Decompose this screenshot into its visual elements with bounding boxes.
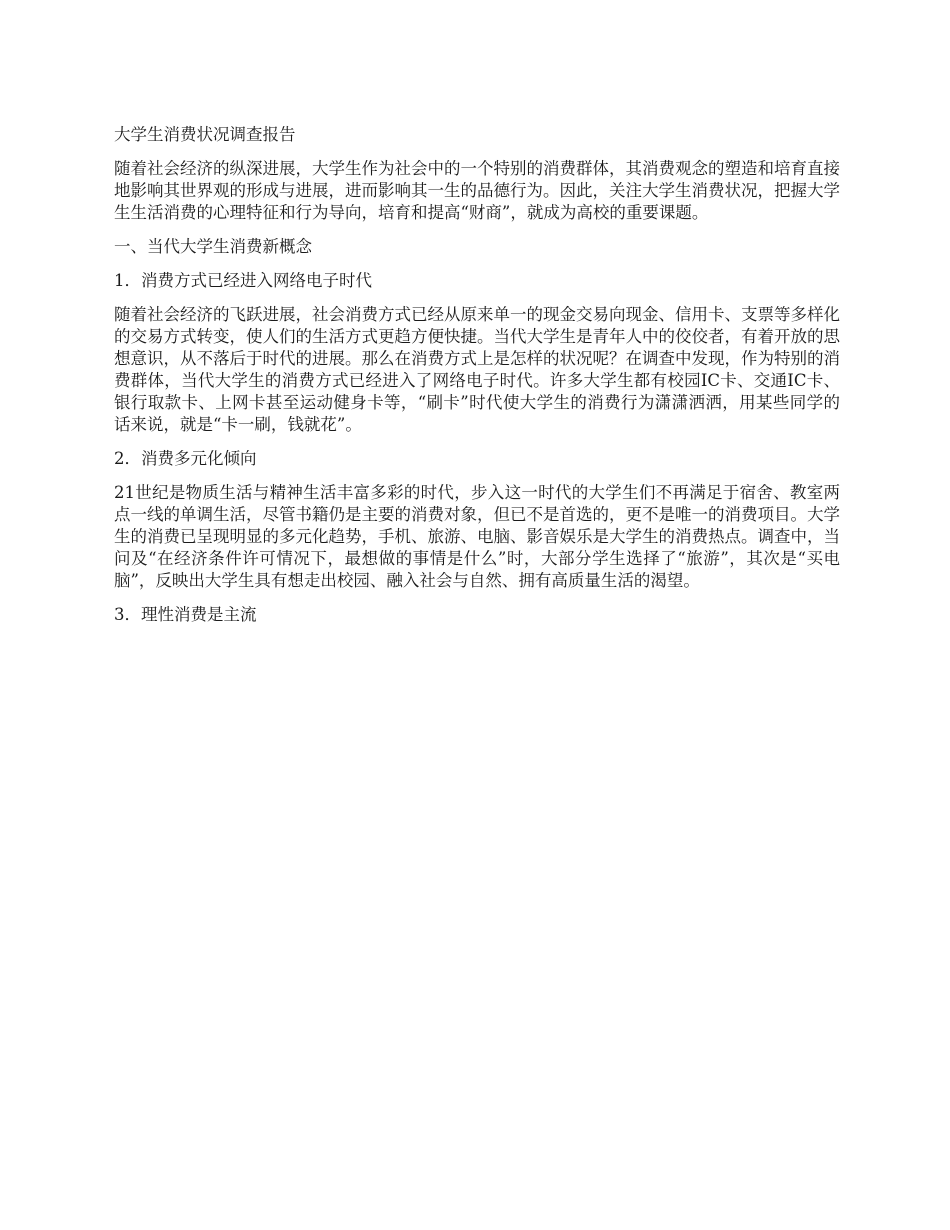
subsection-heading-1: 1．消费方式已经进入网络电子时代 xyxy=(114,271,372,290)
subsection-heading-3: 3．理性消费是主流 xyxy=(114,605,257,624)
subsection-body-1: 随着社会经济的飞跃进展，社会消费方式已经从原来单一的现金交易向现金、信用卡、支票等多样化的交易方式转变，使人们的生活方式更趋方便快捷。当代大学生是青年人中的佼佼者，有着开放的思想意识，从不落后于时代的进展。那么在消费方式上是怎样的状况呢？在调查中发现，作为特别的消费群体，当代大学生的消费方式已经进入了网络电子时代。许多大学生都有校园IC卡、交通IC卡、银行取款卡、上网卡甚至运动健身卡等，“刷卡”时代使大学生的消费行为潇潇洒洒，用某些同学的话来说，就是“卡一刷，钱就花”。 xyxy=(114,305,840,434)
subsection-heading-2: 2．消费多元化倾向 xyxy=(114,449,257,468)
document-page xyxy=(114,124,840,638)
section-heading: 一、当代大学生消费新概念 xyxy=(114,237,312,256)
subsection-body-2: 21世纪是物质生活与精神生活丰富多彩的时代，步入这一时代的大学生们不再满足于宿舍、教室两点一线的单调生活，尽管书籍仍是主要的消费对象，但已不是首选的，更不是唯一的消费项目。大学生的消费已呈现明显的多元化趋势，手机、旅游、电脑、影音娱乐是大学生的消费热点。调查中，当问及“在经济条件许可情况下，最想做的事情是什么”时，大部分学生选择了“旅游”，其次是“买电脑”，反映出大学生具有想走出校园、融入社会与自然、拥有高质量生活的渴望。 xyxy=(114,483,840,590)
document-title: 大学生消费状况调查报告 xyxy=(114,125,296,144)
intro-paragraph: 随着社会经济的纵深进展，大学生作为社会中的一个特别的消费群体，其消费观念的塑造和培育直接地影响其世界观的形成与进展，进而影响其一生的品德行为。因此，关注大学生消费状况，把握大学生生活消费的心理特征和行为导向，培育和提高“财商”，就成为高校的重要课题。 xyxy=(114,159,840,222)
